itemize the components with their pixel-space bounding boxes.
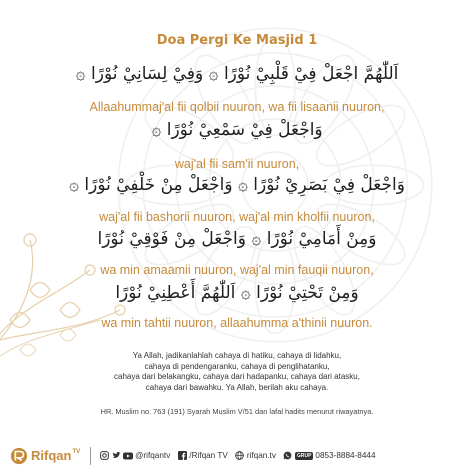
globe-icon[interactable] [235, 451, 245, 461]
phone-number[interactable]: 0853-8884-8444 [315, 451, 376, 460]
brand-logo [10, 447, 80, 465]
arabic-line-5: وَمِنْ تَحْتِيْ نُوْرًا ۞ اَللّٰهُمَّ أَعْطِنِيْ نُوْرًا [115, 283, 359, 303]
footer-bar [0, 437, 474, 474]
translation-line: Ya Allah, jadikanlahlah cahaya di hatiku, cahaya di lidahku, [132, 351, 342, 360]
arabic-line-1: اَللّٰهُمَّ اجْعَلْ فِيْ قَلْبِيْ نُوْرًا ۞ وَفِيْ لِسَانِيْ نُوْرًا ۞ [75, 64, 399, 84]
translation-line: cahaya dari bawahku. Ya Allah, berilah aku cahaya. [145, 382, 329, 392]
arabic-line-2: وَاجْعَلْ فِيْ سَمْعِيْ نُوْرًا ۞ [151, 120, 323, 140]
social-links [99, 451, 375, 461]
latin-line-4: wa min amaamii nuuron, waj'al min fauqii nuuron, [100, 263, 374, 277]
arabic-line-3: وَاجْعَلْ فِيْ بَصَرِيْ نُوْرًا ۞ وَاجْعَلْ مِنْ خَلْفِيْ نُوْرًا ۞ [69, 175, 405, 195]
group-badge: GRUP [296, 452, 312, 459]
facebook-icon[interactable] [177, 451, 187, 461]
twitter-icon[interactable] [111, 451, 121, 461]
latin-line-5: wa min tahtii nuuron, allaahumma a'thinii nuuron. [101, 316, 373, 330]
latin-line-3: waj'al fii bashorii nuuron, waj'al min kholfii nuuron, [99, 210, 375, 224]
page-title: Doa Pergi Ke Masjid 1 [156, 33, 318, 48]
rifqan-logo-icon [10, 447, 28, 465]
website-link[interactable]: rifqan.tv [246, 451, 276, 460]
instagram-icon[interactable] [99, 451, 109, 461]
footer-divider [90, 447, 91, 465]
latin-line-1: Allaahummaj'al fii qolbii nuuron, wa fii lisaanii nuuron, [89, 100, 385, 114]
hadith-source: HR. Muslim no. 763 (191) Syarah Muslim V/51 dan lafal hadits menurut riwayatnya. [100, 407, 374, 416]
whatsapp-icon[interactable] [283, 451, 293, 461]
brand-name: Rifqan [31, 448, 72, 463]
facebook-handle[interactable]: /Rifqan TV [189, 451, 228, 460]
translation-line: cahaya dari belakangku, cahaya dari hadapanku, cahaya dari atasku, [114, 372, 360, 381]
translation-line: cahaya di pendengaranku, cahaya di penglihatanku, [144, 361, 330, 371]
brand-tv-sup: TV [72, 448, 81, 455]
youtube-icon[interactable] [123, 451, 133, 461]
arabic-line-4: وَمِنْ أَمَامِيْ نُوْرًا ۞ وَاجْعَلْ مِنْ فَوْقِيْ نُوْرًا [97, 229, 377, 249]
translation-block [0, 351, 474, 393]
latin-line-2: waj'al fii sam'ii nuuron, [174, 157, 300, 171]
social-handle[interactable]: @rifqantv [135, 451, 171, 460]
